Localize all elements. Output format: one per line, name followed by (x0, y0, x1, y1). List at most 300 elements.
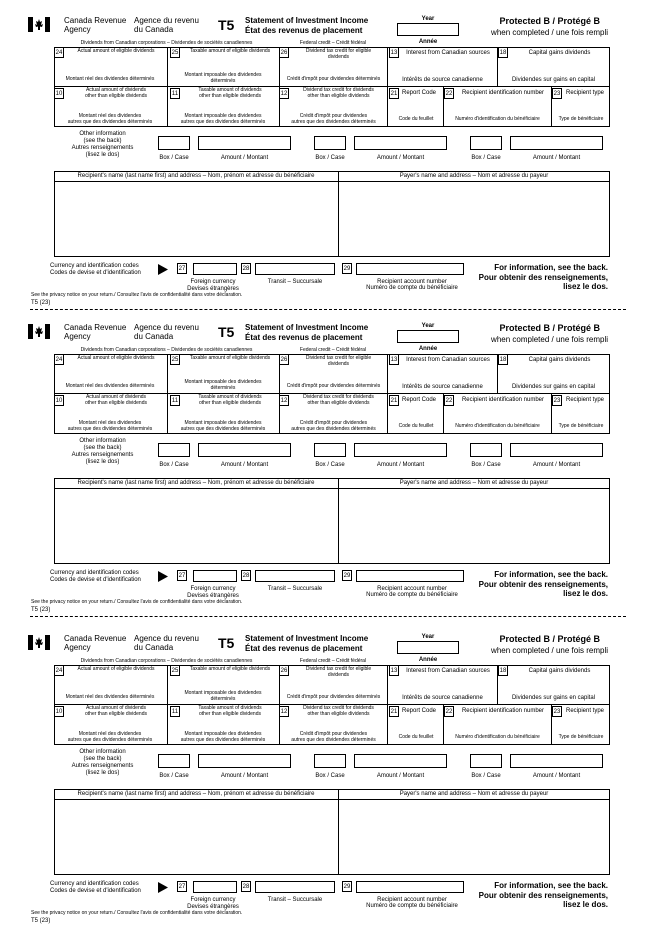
box-18-label: Capital gains dividends (528, 50, 591, 56)
box-29-label-fr: Numéro de compte du bénéficiaire (366, 592, 458, 598)
federal-credit-header: Federal credit – Crédit fédéral (299, 347, 367, 353)
box-10-label-fr-2: autres que des dividendes déterminés (67, 119, 153, 125)
box-12-label-2: other than eligible dividends (307, 400, 370, 406)
box-27-label-fr: Devises étrangères (187, 593, 239, 599)
box-26-label-fr: Crédit d'impôt pour dividendes déterminés (286, 76, 381, 82)
info-see-back-fr-2: lisez le dos. (563, 282, 608, 291)
box-24-field[interactable] (66, 365, 166, 383)
box-10-label: Actual amount of dividends (85, 705, 147, 711)
box-27-label: Foreign currency (190, 897, 236, 903)
other-info-label-3: Autres renseignements (71, 452, 134, 458)
box-12-label: Dividend tax credit for dividends (303, 394, 374, 400)
other-info-amount-2[interactable] (354, 136, 447, 150)
payer-address-field[interactable] (340, 183, 608, 255)
box-23-field[interactable] (564, 100, 609, 115)
box-12-label-fr-2: autres que des dividendes déterminés (291, 737, 376, 743)
box-case-label-2: Box / Case (315, 773, 345, 779)
canada-flag-icon (28, 17, 50, 32)
privacy-notice: See the privacy notice on your return./ Consultez l'avis de confidentialité dans votre déclaration. (31, 910, 243, 916)
box-13-label: Interest from Canadian sources (406, 357, 490, 363)
box-13-label: Interest from Canadian sources (406, 668, 490, 674)
dividends-header: Dividends from Canadian corporations – Dividendes de sociétés canadiennes (80, 40, 253, 46)
box-22-field[interactable] (456, 100, 550, 115)
other-info-box-2[interactable] (314, 443, 346, 457)
agency-name-fr: Agence du revenu (134, 634, 199, 643)
box-number-12: 12 (279, 706, 289, 717)
box-25-field[interactable] (182, 365, 278, 379)
box-24-label: Actual amount of eligible dividends (77, 355, 155, 361)
box-number-12: 12 (279, 395, 289, 406)
other-info-amount-1[interactable] (198, 443, 291, 457)
box-number-22: 22 (444, 395, 454, 406)
agency-name-en: Canada Revenue (64, 16, 127, 25)
other-info-label-4: (lisez le dos) (85, 459, 120, 465)
other-info-amount-1[interactable] (198, 754, 291, 768)
box-11-label-fr: Montant imposable des dividendes (184, 731, 262, 737)
payer-address-field[interactable] (340, 801, 608, 873)
info-see-back: For information, see the back. (494, 881, 608, 890)
box-case-label-3: Box / Case (471, 155, 501, 161)
amount-label-3: Amount / Montant (532, 462, 581, 468)
box-12-label-fr: Crédit d'impôt pour dividendes (299, 731, 368, 737)
other-info-label-2: (see the back) (83, 138, 122, 144)
box-23-label-fr: Type de bénéficiaire (558, 423, 604, 429)
other-info-box-3[interactable] (470, 136, 502, 150)
box-12-label-fr: Crédit d'impôt pour dividendes (299, 420, 368, 426)
other-info-label-3: Autres renseignements (71, 145, 134, 151)
box-12-label: Dividend tax credit for dividends (303, 87, 374, 93)
box-10-label-2: other than eligible dividends (85, 400, 147, 406)
cut-line (30, 616, 626, 617)
year-label: Year (421, 16, 435, 22)
box-11-label: Taxable amount of dividends (198, 394, 262, 400)
info-see-back-fr-2: lisez le dos. (563, 589, 608, 598)
box-22-field[interactable] (456, 718, 550, 733)
box-number-11: 11 (170, 88, 180, 99)
box-number-23: 23 (552, 88, 562, 99)
box-26-field[interactable] (291, 369, 386, 383)
agency-name-en-2: Agency (64, 25, 91, 34)
box-11-label-fr-2: autres que des dividendes déterminés (180, 426, 266, 432)
box-10-label-fr: Montant réel des dividendes (78, 731, 142, 737)
year-label-fr: Année (418, 39, 438, 45)
box-10-label-2: other than eligible dividends (85, 93, 147, 99)
box-29-label: Recipient account number (377, 279, 447, 285)
box-11-field[interactable] (182, 718, 278, 731)
box-case-label-2: Box / Case (315, 462, 345, 468)
agency-name-fr-2: du Canada (134, 643, 174, 652)
box-27-field[interactable] (193, 570, 237, 582)
year-label: Year (421, 634, 435, 640)
box-11-field[interactable] (182, 407, 278, 420)
box-27-label-fr: Devises étrangères (187, 904, 239, 910)
box-number-29: 29 (342, 881, 352, 892)
box-29-label-fr: Numéro de compte du bénéficiaire (366, 285, 458, 291)
box-29-label: Recipient account number (377, 586, 447, 592)
box-number-25: 25 (170, 47, 180, 58)
box-number-29: 29 (342, 263, 352, 274)
dividends-header: Dividends from Canadian corporations – Dividendes de sociétés canadiennes (80, 347, 253, 353)
box-number-24: 24 (54, 354, 64, 365)
box-number-13: 13 (389, 354, 399, 365)
box-11-label-fr-2: autres que des dividendes déterminés (180, 119, 266, 125)
box-12-label-fr-2: autres que des dividendes déterminés (291, 119, 376, 125)
other-info-label-4: (lisez le dos) (85, 152, 120, 158)
amount-label-3: Amount / Montant (532, 155, 581, 161)
box-18-label-fr: Dividendes sur gains en capital (511, 77, 596, 83)
box-11-label-2: other than eligible dividends (199, 711, 261, 717)
payer-name-label: Payer's name and address – Nom et adresse du payeur (399, 480, 549, 486)
currency-codes-label: Currency and identification codes (50, 881, 139, 887)
box-18-label: Capital gains dividends (528, 668, 591, 674)
box-23-label-fr: Type de bénéficiaire (558, 116, 604, 122)
other-info-box-1[interactable] (158, 443, 190, 457)
federal-credit-header: Federal credit – Crédit fédéral (299, 40, 367, 46)
box-10-label-fr: Montant réel des dividendes (78, 420, 142, 426)
amount-label-1: Amount / Montant (220, 155, 269, 161)
box-25-field[interactable] (182, 676, 278, 690)
recipient-address-field[interactable] (56, 801, 336, 873)
privacy-notice: See the privacy notice on your return./ Consultez l'avis de confidentialité dans votre déclaration. (31, 292, 243, 298)
form-title-en: Statement of Investment Income (245, 323, 369, 332)
box-27-field[interactable] (193, 263, 237, 275)
other-info-label-4: (lisez le dos) (85, 770, 120, 776)
info-see-back: For information, see the back. (494, 263, 608, 272)
when-completed-label: when completed / une fois rempli (491, 335, 608, 344)
box-10-field[interactable] (66, 718, 166, 731)
box-11-label-fr-2: autres que des dividendes déterminés (180, 737, 266, 743)
box-11-label-fr: Montant imposable des dividendes (184, 420, 262, 426)
box-12-field[interactable] (291, 100, 386, 113)
box-28-label: Transit – Succursale (267, 279, 323, 285)
box-case-label-2: Box / Case (315, 155, 345, 161)
other-info-label: Other information (79, 438, 126, 444)
box-21-label: Report Code (402, 397, 437, 403)
payer-name-label: Payer's name and address – Nom et adresse du payeur (399, 791, 549, 797)
box-number-10: 10 (54, 88, 64, 99)
info-see-back-fr: Pour obtenir des renseignements, (478, 891, 608, 900)
box-10-label: Actual amount of dividends (85, 394, 147, 400)
box-26-label: Dividend tax credit for eligible (305, 666, 372, 672)
canada-flag-icon (28, 635, 50, 650)
t5-slip-3 (0, 618, 651, 925)
box-case-label-1: Box / Case (159, 773, 189, 779)
box-24-field[interactable] (66, 676, 166, 694)
box-24-label-fr: Montant réel des dividendes déterminés (65, 383, 155, 389)
box-number-28: 28 (241, 881, 251, 892)
recipient-name-label: Recipient's name (last name first) and address – Nom, prénom et adresse du bénéficiaire (77, 791, 315, 797)
box-28-field[interactable] (255, 570, 335, 582)
info-see-back-fr: Pour obtenir des renseignements, (478, 273, 608, 282)
amount-label-1: Amount / Montant (220, 773, 269, 779)
agency-name-fr: Agence du revenu (134, 323, 199, 332)
box-13-field[interactable] (400, 367, 496, 382)
other-info-box-2[interactable] (314, 754, 346, 768)
amount-label-2: Amount / Montant (376, 155, 425, 161)
box-25-label-fr-2: déterminés (210, 385, 236, 391)
box-12-field[interactable] (291, 718, 386, 731)
box-13-field[interactable] (400, 60, 496, 75)
info-see-back-fr-2: lisez le dos. (563, 900, 608, 909)
amount-label-2: Amount / Montant (376, 462, 425, 468)
amount-label-1: Amount / Montant (220, 462, 269, 468)
other-info-label-2: (see the back) (83, 756, 122, 762)
other-info-box-3[interactable] (470, 443, 502, 457)
box-10-label: Actual amount of dividends (85, 87, 147, 93)
box-27-label-fr: Devises étrangères (187, 286, 239, 292)
form-title-en: Statement of Investment Income (245, 634, 369, 643)
box-number-27: 27 (177, 570, 187, 581)
form-id: T5 (23) (31, 300, 51, 306)
box-13-label-fr: Intérêts de source canadienne (402, 695, 483, 701)
box-number-10: 10 (54, 395, 64, 406)
box-number-27: 27 (177, 881, 187, 892)
agency-name-fr-2: du Canada (134, 332, 174, 341)
box-18-label-fr: Dividendes sur gains en capital (511, 695, 596, 701)
box-21-label: Report Code (402, 708, 437, 714)
box-28-label: Transit – Succursale (267, 586, 323, 592)
box-11-label-fr: Montant imposable des dividendes (184, 113, 262, 119)
box-18-field[interactable] (510, 678, 609, 693)
box-26-label-2: dividends (327, 672, 350, 678)
box-25-field[interactable] (182, 58, 278, 72)
box-18-field[interactable] (510, 367, 609, 382)
box-28-field[interactable] (255, 263, 335, 275)
box-11-label: Taxable amount of dividends (198, 87, 262, 93)
info-see-back: For information, see the back. (494, 570, 608, 579)
box-21-label-fr: Code du feuillet (398, 734, 434, 740)
box-26-label-fr: Crédit d'impôt pour dividendes déterminés (286, 383, 381, 389)
agency-name-en-2: Agency (64, 643, 91, 652)
amount-label-3: Amount / Montant (532, 773, 581, 779)
box-21-label-fr: Code du feuillet (398, 116, 434, 122)
arrow-right-icon (158, 264, 168, 275)
box-27-label: Foreign currency (190, 279, 236, 285)
box-number-18: 18 (498, 47, 508, 58)
box-21-label-fr: Code du feuillet (398, 423, 434, 429)
box-26-field[interactable] (291, 680, 386, 694)
form-title-fr: État des revenus de placement (245, 333, 363, 342)
box-24-label-fr: Montant réel des dividendes déterminés (65, 76, 155, 82)
year-label-fr: Année (418, 657, 438, 663)
box-number-21: 21 (389, 395, 399, 406)
other-info-amount-3[interactable] (510, 754, 603, 768)
canada-flag-icon (28, 324, 50, 339)
t5-slip-1 (0, 0, 651, 307)
box-26-field[interactable] (291, 62, 386, 76)
box-number-29: 29 (342, 570, 352, 581)
form-code: T5 (218, 17, 235, 33)
box-case-label-1: Box / Case (159, 155, 189, 161)
box-number-10: 10 (54, 706, 64, 717)
other-info-amount-3[interactable] (510, 136, 603, 150)
box-25-label: Taxable amount of eligible dividends (189, 355, 271, 361)
form-id: T5 (23) (31, 607, 51, 613)
box-number-24: 24 (54, 47, 64, 58)
box-25-label: Taxable amount of eligible dividends (189, 48, 271, 54)
box-case-label-1: Box / Case (159, 462, 189, 468)
box-12-field[interactable] (291, 407, 386, 420)
form-title-en: Statement of Investment Income (245, 16, 369, 25)
box-23-field[interactable] (564, 407, 609, 422)
box-number-23: 23 (552, 395, 562, 406)
protected-label: Protected B / Protégé B (499, 323, 600, 333)
box-number-28: 28 (241, 570, 251, 581)
box-29-label: Recipient account number (377, 897, 447, 903)
box-10-field[interactable] (66, 100, 166, 113)
box-12-label-2: other than eligible dividends (307, 711, 370, 717)
box-number-11: 11 (170, 706, 180, 717)
privacy-notice: See the privacy notice on your return./ Consultez l'avis de confidentialité dans votre déclaration. (31, 599, 243, 605)
box-26-label: Dividend tax credit for eligible (305, 355, 372, 361)
box-28-field[interactable] (255, 881, 335, 893)
box-28-label: Transit – Succursale (267, 897, 323, 903)
when-completed-label: when completed / une fois rempli (491, 646, 608, 655)
box-number-18: 18 (498, 665, 508, 676)
box-number-11: 11 (170, 395, 180, 406)
box-number-22: 22 (444, 706, 454, 717)
other-info-box-1[interactable] (158, 136, 190, 150)
other-info-amount-2[interactable] (354, 754, 447, 768)
year-label: Year (421, 323, 435, 329)
box-22-label-fr: Numéro d'identification du bénéficiaire (455, 116, 540, 122)
box-25-label-fr-2: déterminés (210, 696, 236, 702)
box-26-label-2: dividends (327, 54, 350, 60)
other-info-amount-2[interactable] (354, 443, 447, 457)
box-18-field[interactable] (510, 60, 609, 75)
year-label-fr: Année (418, 346, 438, 352)
box-number-24: 24 (54, 665, 64, 676)
dividends-header: Dividends from Canadian corporations – Dividendes de sociétés canadiennes (80, 658, 253, 664)
box-number-21: 21 (389, 88, 399, 99)
box-number-18: 18 (498, 354, 508, 365)
box-13-label-fr: Intérêts de source canadienne (402, 77, 483, 83)
protected-label: Protected B / Protégé B (499, 16, 600, 26)
currency-codes-label: Currency and identification codes (50, 570, 139, 576)
payer-name-label: Payer's name and address – Nom et adresse du payeur (399, 173, 549, 179)
box-number-21: 21 (389, 706, 399, 717)
box-11-field[interactable] (182, 100, 278, 113)
box-number-26: 26 (279, 665, 289, 676)
other-info-box-2[interactable] (314, 136, 346, 150)
box-case-label-3: Box / Case (471, 462, 501, 468)
box-26-label-fr: Crédit d'impôt pour dividendes déterminés (286, 694, 381, 700)
t5-slip-2 (0, 307, 651, 614)
agency-name-en: Canada Revenue (64, 323, 127, 332)
box-number-23: 23 (552, 706, 562, 717)
box-10-label-fr-2: autres que des dividendes déterminés (67, 426, 153, 432)
form-title-fr: État des revenus de placement (245, 644, 363, 653)
box-27-field[interactable] (193, 881, 237, 893)
box-18-label-fr: Dividendes sur gains en capital (511, 384, 596, 390)
box-number-25: 25 (170, 354, 180, 365)
box-24-field[interactable] (66, 58, 166, 76)
box-26-label: Dividend tax credit for eligible (305, 48, 372, 54)
agency-name-en-2: Agency (64, 332, 91, 341)
box-24-label-fr: Montant réel des dividendes déterminés (65, 694, 155, 700)
box-number-26: 26 (279, 354, 289, 365)
box-22-label-fr: Numéro d'identification du bénéficiaire (455, 734, 540, 740)
box-24-label: Actual amount of eligible dividends (77, 48, 155, 54)
box-number-26: 26 (279, 47, 289, 58)
box-18-label: Capital gains dividends (528, 357, 591, 363)
other-info-box-1[interactable] (158, 754, 190, 768)
recipient-name-label: Recipient's name (last name first) and address – Nom, prénom et adresse du bénéficiaire (77, 480, 315, 486)
box-12-label-fr-2: autres que des dividendes déterminés (291, 426, 376, 432)
box-29-label-fr: Numéro de compte du bénéficiaire (366, 903, 458, 909)
box-25-label-fr: Montant imposable des dividendes (184, 690, 262, 696)
box-23-label: Recipient type (566, 397, 605, 403)
box-number-22: 22 (444, 88, 454, 99)
box-number-28: 28 (241, 263, 251, 274)
box-25-label-fr: Montant imposable des dividendes (184, 72, 262, 78)
box-12-label-fr: Crédit d'impôt pour dividendes (299, 113, 368, 119)
currency-codes-label-fr: Codes de devise et d'identification (50, 270, 141, 276)
box-number-25: 25 (170, 665, 180, 676)
box-25-label-fr: Montant imposable des dividendes (184, 379, 262, 385)
recipient-address-field[interactable] (56, 183, 336, 255)
agency-name-fr: Agence du revenu (134, 16, 199, 25)
federal-credit-header: Federal credit – Crédit fédéral (299, 658, 367, 664)
payer-address-field[interactable] (340, 490, 608, 562)
box-number-12: 12 (279, 88, 289, 99)
box-21-field[interactable] (400, 100, 442, 115)
box-21-label: Report Code (402, 90, 437, 96)
recipient-address-field[interactable] (56, 490, 336, 562)
other-info-amount-1[interactable] (198, 136, 291, 150)
arrow-right-icon (158, 882, 168, 893)
other-info-box-3[interactable] (470, 754, 502, 768)
other-info-label: Other information (79, 131, 126, 137)
form-id: T5 (23) (31, 918, 51, 924)
box-24-label: Actual amount of eligible dividends (77, 666, 155, 672)
box-23-label: Recipient type (566, 708, 605, 714)
box-23-field[interactable] (564, 718, 609, 733)
box-22-field[interactable] (456, 407, 550, 422)
box-case-label-3: Box / Case (471, 773, 501, 779)
box-25-label: Taxable amount of eligible dividends (189, 666, 271, 672)
box-23-label: Recipient type (566, 90, 605, 96)
other-info-label: Other information (79, 749, 126, 755)
currency-codes-label-fr: Codes de devise et d'identification (50, 577, 141, 583)
box-21-field[interactable] (400, 718, 442, 733)
box-21-field[interactable] (400, 407, 442, 422)
box-22-label: Recipient identification number (461, 397, 545, 403)
box-10-field[interactable] (66, 407, 166, 420)
box-12-label: Dividend tax credit for dividends (303, 705, 374, 711)
other-info-amount-3[interactable] (510, 443, 603, 457)
box-number-13: 13 (389, 47, 399, 58)
box-25-label-fr-2: déterminés (210, 78, 236, 84)
box-11-label-2: other than eligible dividends (199, 400, 261, 406)
box-13-field[interactable] (400, 678, 496, 693)
box-22-label: Recipient identification number (461, 90, 545, 96)
form-title-fr: État des revenus de placement (245, 26, 363, 35)
box-12-label-2: other than eligible dividends (307, 93, 370, 99)
currency-codes-label-fr: Codes de devise et d'identification (50, 888, 141, 894)
agency-name-fr-2: du Canada (134, 25, 174, 34)
box-22-label-fr: Numéro d'identification du bénéficiaire (455, 423, 540, 429)
box-27-label: Foreign currency (190, 586, 236, 592)
box-number-13: 13 (389, 665, 399, 676)
other-info-label-2: (see the back) (83, 445, 122, 451)
box-22-label: Recipient identification number (461, 708, 545, 714)
currency-codes-label: Currency and identification codes (50, 263, 139, 269)
other-info-label-3: Autres renseignements (71, 763, 134, 769)
box-10-label-fr-2: autres que des dividendes déterminés (67, 737, 153, 743)
box-26-label-2: dividends (327, 361, 350, 367)
box-10-label-fr: Montant réel des dividendes (78, 113, 142, 119)
